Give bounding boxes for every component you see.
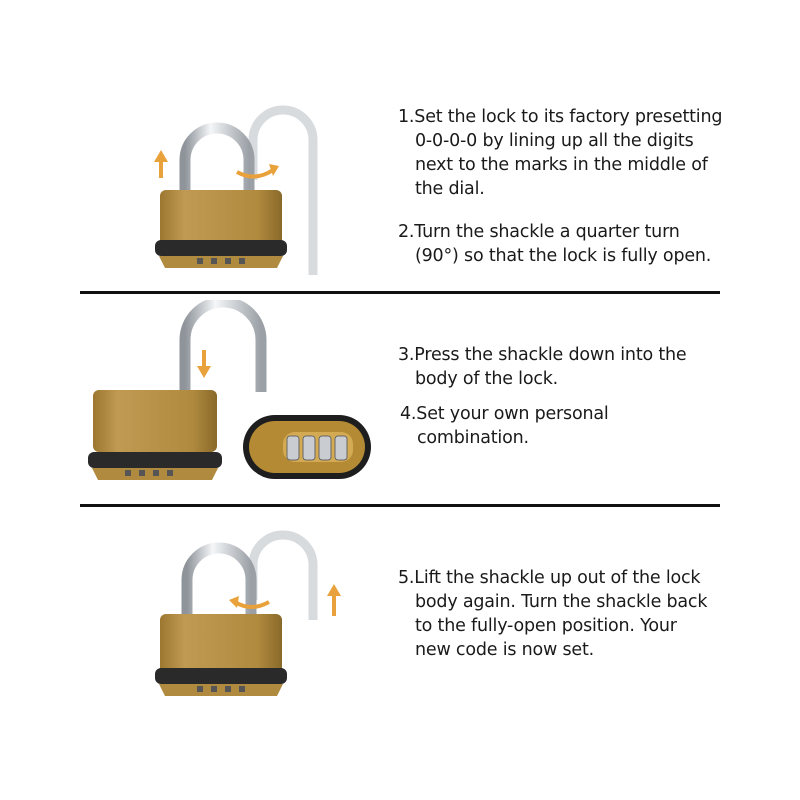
up-arrow-icon (154, 150, 168, 178)
down-arrow-icon (197, 350, 211, 378)
step-1-line-1: 1.Set the lock to its factory presetting (398, 107, 723, 127)
section-1-steps (398, 105, 778, 268)
step-1-line-2: 0-0-0-0 by lining up all the digits (415, 131, 694, 151)
section-2-illustration (85, 300, 375, 490)
section-1-illustration (145, 100, 345, 275)
step-5-line-1: 5.Lift the shackle up out of the lock (398, 568, 701, 588)
padlock-open-rotate-illustration (145, 100, 345, 275)
section-3-steps (398, 566, 778, 662)
step-5-line-3: to the fully-open position. Your (415, 616, 677, 636)
step-2-line-1: 2.Turn the shackle a quarter turn (398, 222, 680, 242)
step-5-line-2: body again. Turn the shackle back (415, 592, 708, 612)
step-5-line-4: new code is now set. (415, 640, 595, 660)
step-3-line-2: body of the lock. (415, 369, 559, 389)
combination-dial-closeup (243, 415, 371, 479)
padlock-lift-rotate-illustration (145, 520, 360, 700)
section-3-illustration (145, 520, 360, 700)
step-4-line-2: combination. (417, 428, 529, 448)
step-1-line-3: next to the marks in the middle of (415, 155, 708, 175)
step-3-line-1: 3.Press the shackle down into the (398, 345, 687, 365)
step-1-line-4: the dial. (415, 179, 485, 199)
step-2-line-2: (90°) so that the lock is fully open. (415, 246, 712, 266)
step-4-line-1: 4.Set your own personal (400, 404, 609, 424)
section-2-steps (398, 343, 778, 450)
up-arrow-icon (327, 584, 341, 616)
section-divider-1 (80, 291, 720, 294)
section-divider-2 (80, 504, 720, 507)
padlock-press-down-illustration (85, 300, 375, 490)
